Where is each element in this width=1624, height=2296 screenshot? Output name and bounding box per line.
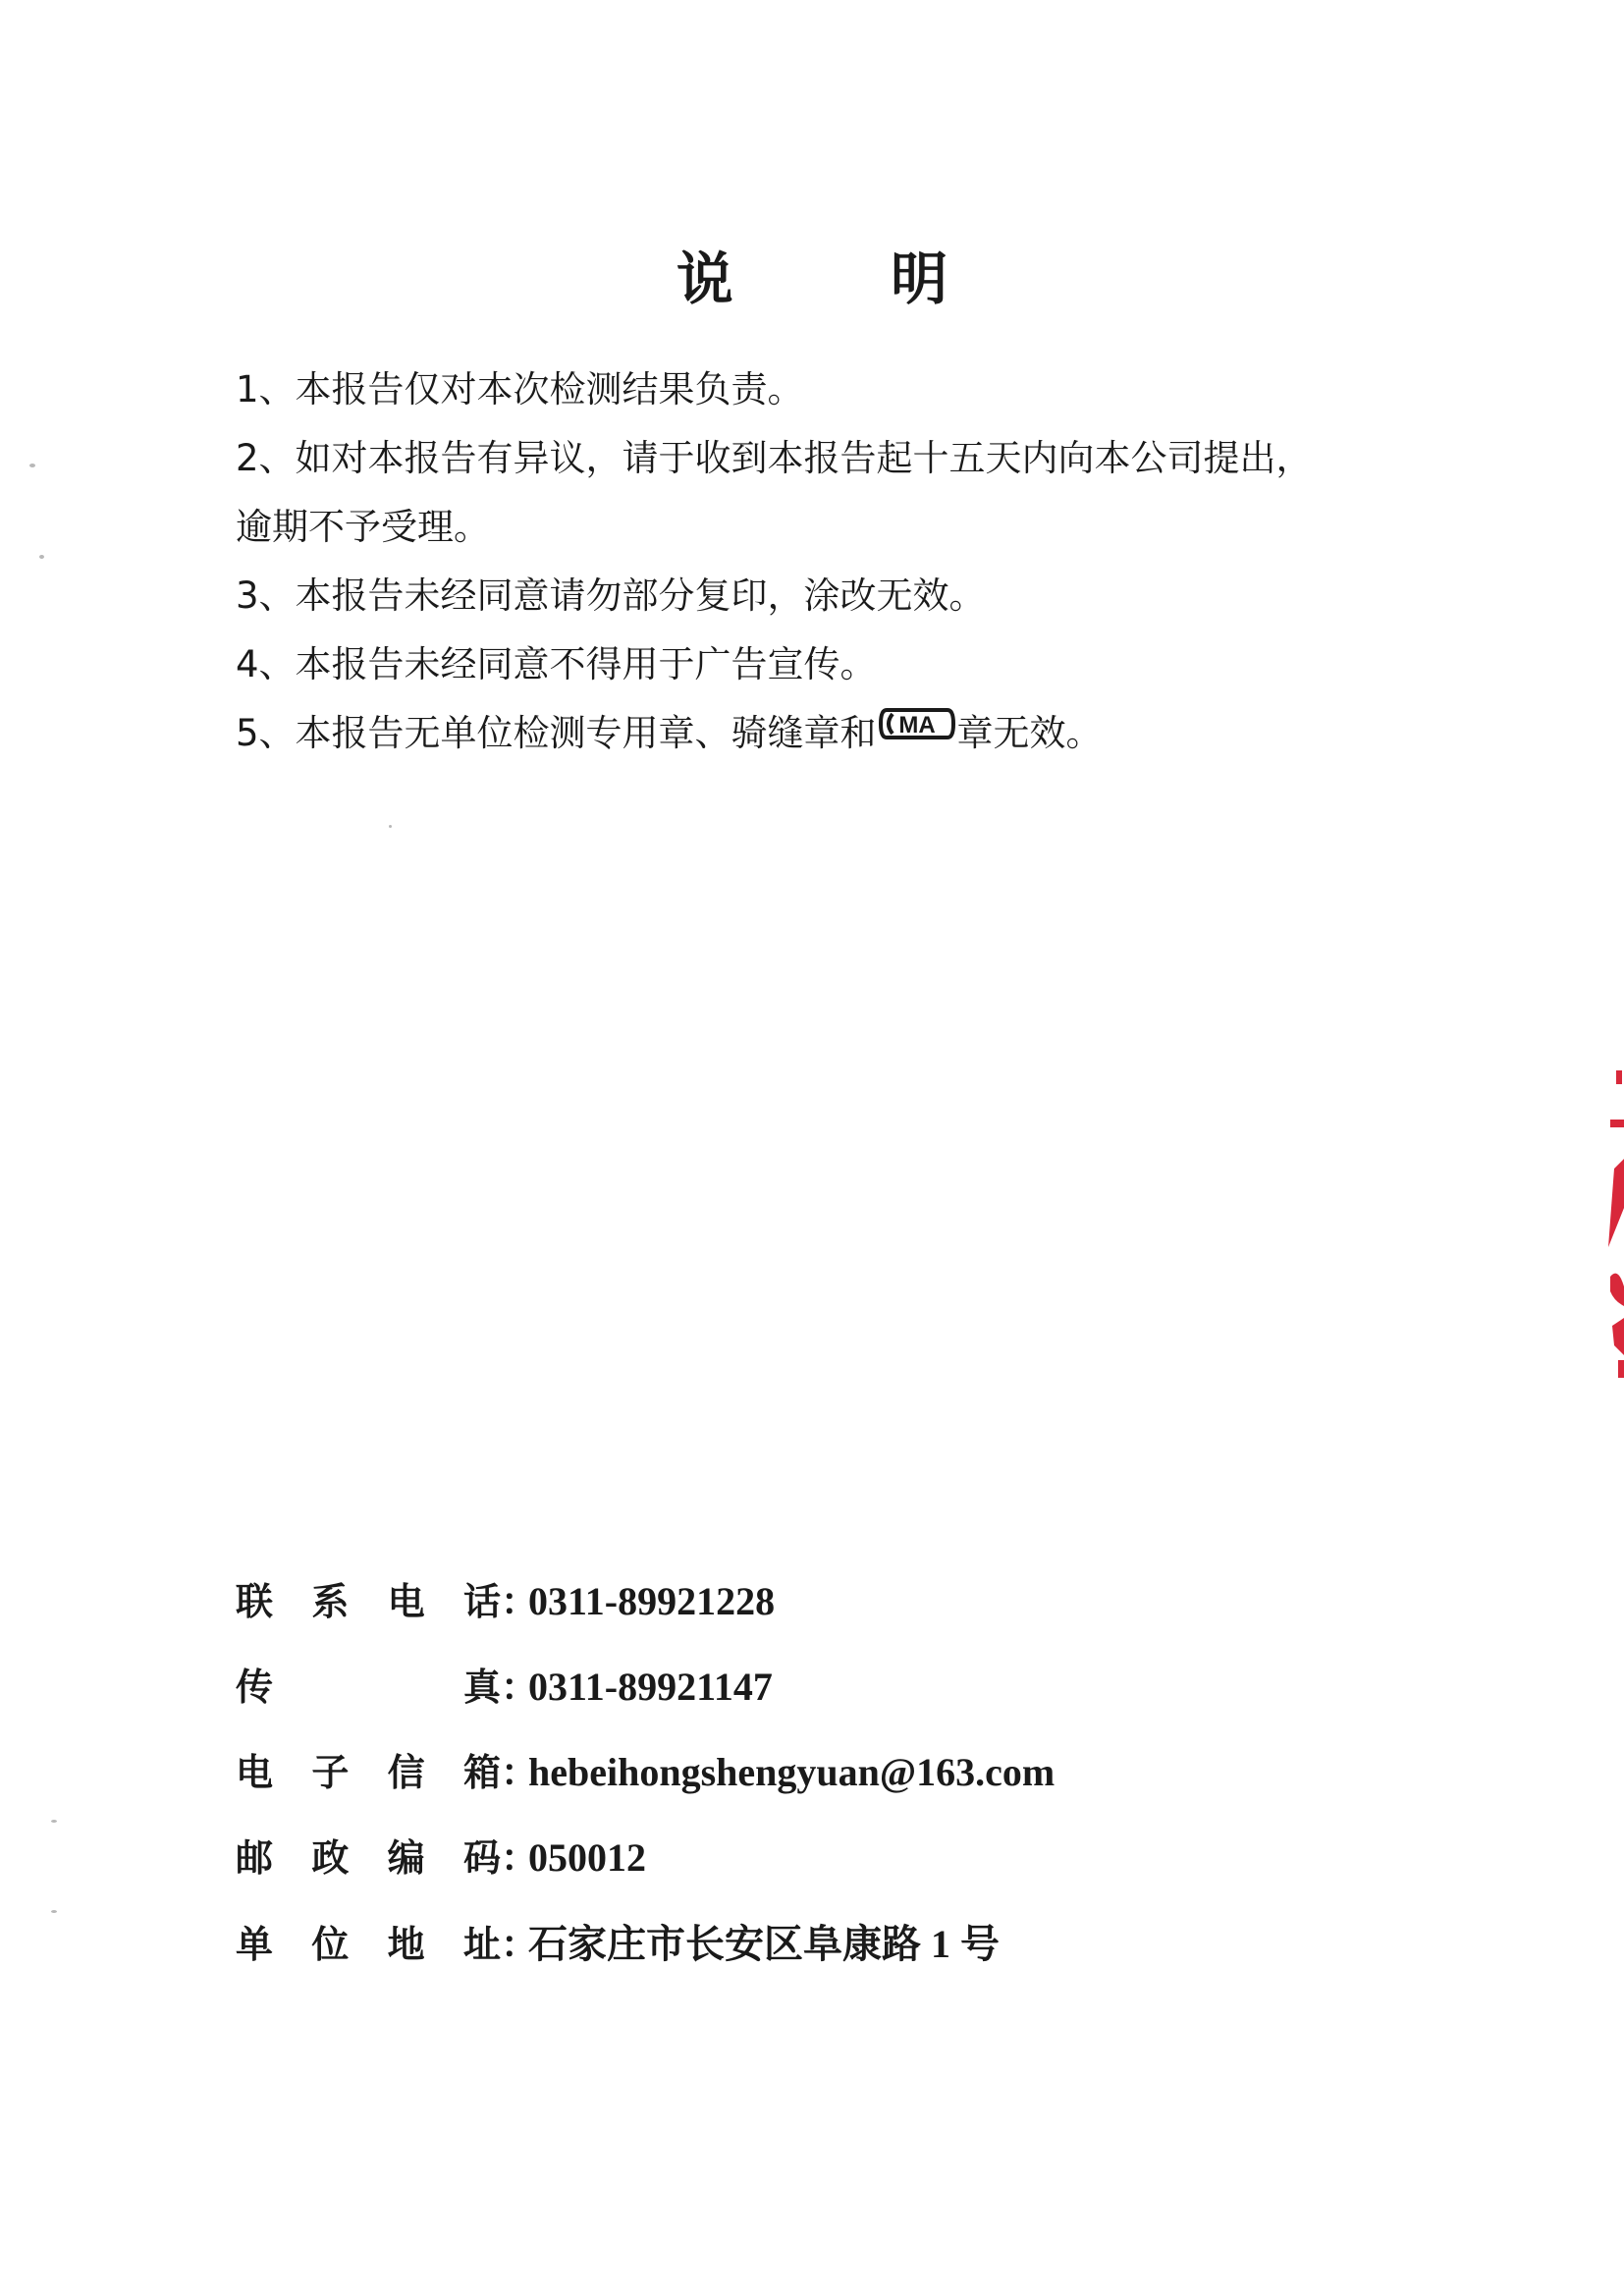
cma-logo-icon xyxy=(879,697,955,766)
note-4: 4、本报告未经同意不得用于广告宣传。 xyxy=(236,643,877,685)
scan-speck xyxy=(29,464,35,467)
label-char: 电 xyxy=(236,1750,274,1794)
contact-address-label xyxy=(236,1914,501,1968)
svg-text:MA: MA xyxy=(897,711,936,738)
contact-address-value: 石家庄市长安区阜康路 1 号 xyxy=(528,1922,1000,1966)
label-char: 址 xyxy=(462,1922,501,1966)
contact-postcode-value: 050012 xyxy=(528,1835,646,1880)
label-char: 地 xyxy=(387,1922,425,1966)
contact-phone xyxy=(236,1571,1414,1657)
colon: ： xyxy=(501,1922,539,1966)
note-5-after: 章无效。 xyxy=(956,712,1103,754)
note-2: 2、如对本报告有异议，请于收到本报告起十五天内向本公司提出， xyxy=(236,437,1313,479)
label-char: 真 xyxy=(462,1665,501,1709)
label-char: 话 xyxy=(462,1579,501,1623)
label-char: 位 xyxy=(311,1922,350,1966)
colon: ： xyxy=(501,1835,539,1880)
contact-fax-value: 0311-89921147 xyxy=(528,1665,773,1709)
label-char: 传 xyxy=(236,1665,274,1709)
colon: ： xyxy=(501,1665,539,1709)
label-char: 电 xyxy=(387,1579,425,1623)
contact-info xyxy=(236,1571,1414,1998)
scan-speck xyxy=(39,555,44,559)
colon: ： xyxy=(501,1579,539,1623)
seal-fragment-icon xyxy=(1600,1061,1624,1385)
contact-fax-label xyxy=(236,1657,501,1711)
contact-email-label xyxy=(236,1742,501,1796)
note-5 xyxy=(236,699,1394,770)
contact-address xyxy=(236,1913,1414,1998)
scan-speck xyxy=(389,825,392,828)
contact-postcode xyxy=(236,1828,1414,1913)
note-1: 1、本报告仅对本次检测结果负责。 xyxy=(236,368,804,410)
label-char: 政 xyxy=(311,1835,350,1880)
label-char: 联 xyxy=(236,1579,274,1623)
label-char: 编 xyxy=(387,1835,425,1880)
label-char: 箱 xyxy=(462,1750,501,1794)
note-5-before: 5、本报告无单位检测专用章、骑缝章和 xyxy=(236,712,877,754)
colon: ： xyxy=(501,1750,539,1794)
contact-email xyxy=(236,1742,1414,1828)
contact-phone-label xyxy=(236,1571,501,1625)
contact-phone-value: 0311-89921228 xyxy=(528,1579,776,1623)
label-char: 子 xyxy=(311,1750,350,1794)
notes-list xyxy=(236,355,1394,770)
label-char: 系 xyxy=(311,1579,350,1623)
label-char: 单 xyxy=(236,1922,274,1966)
contact-email-value: hebeihongshengyuan@163.com xyxy=(528,1750,1056,1794)
contact-fax xyxy=(236,1657,1414,1742)
scan-speck xyxy=(51,1820,57,1823)
label-char: 信 xyxy=(387,1750,425,1794)
note-2-continued: 逾期不予受理。 xyxy=(236,506,490,548)
label-char: 邮 xyxy=(236,1835,274,1880)
page-title: 说 明 xyxy=(676,245,1017,312)
contact-postcode-label xyxy=(236,1828,501,1882)
scan-speck xyxy=(51,1910,57,1913)
note-3: 3、本报告未经同意请勿部分复印，涂改无效。 xyxy=(236,574,986,617)
label-char: 码 xyxy=(462,1835,501,1880)
